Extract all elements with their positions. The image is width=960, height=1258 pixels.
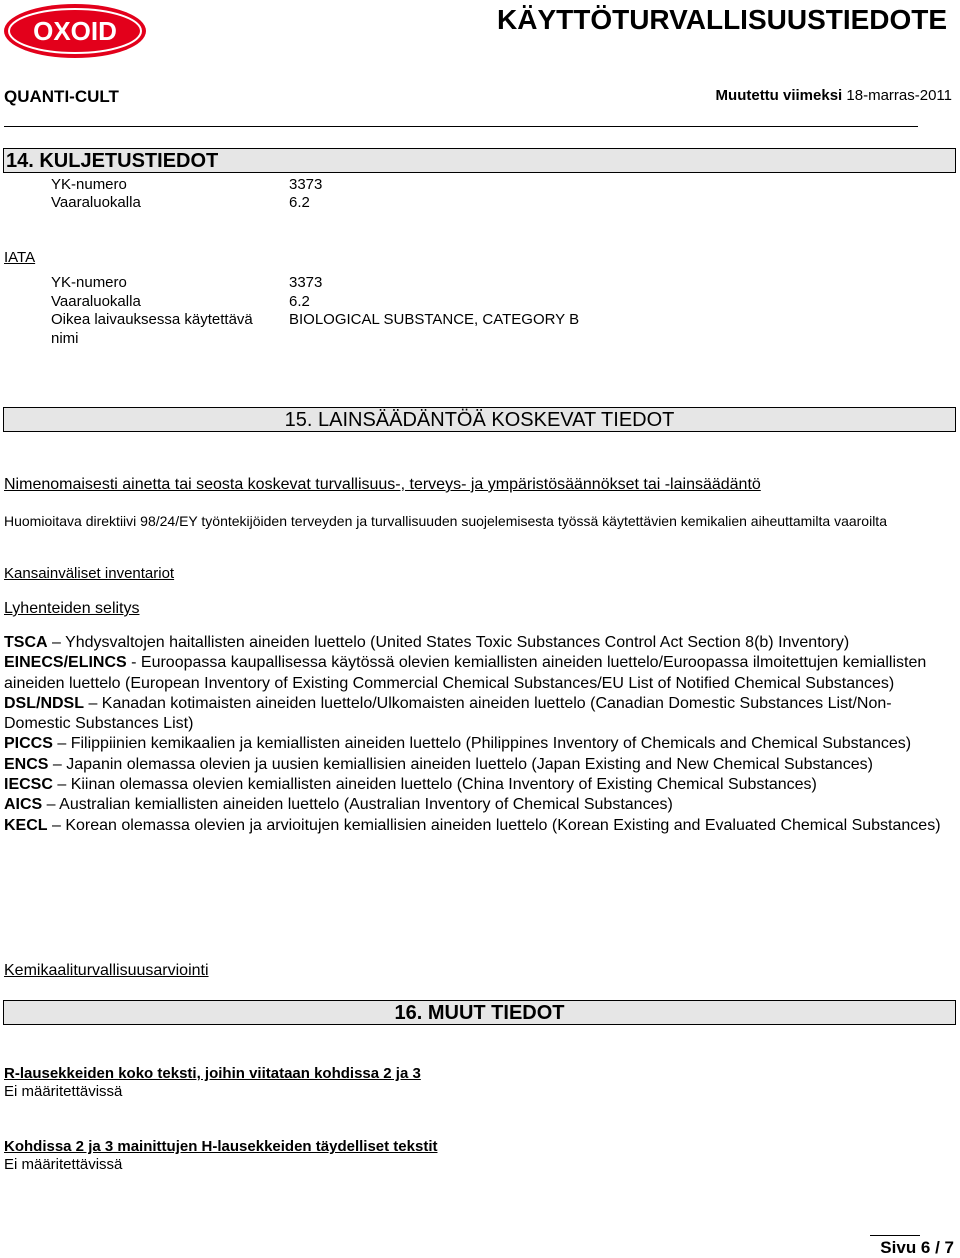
un-number-value: 3373 — [289, 176, 323, 193]
abbr-item: EINECS/ELINCS - Euroopassa kaupallisessa käytössä olevien kemiallisten aineiden luettelo/Euroopassa ilmoitettujen kemiallisten aineiden luettelo (European Inventory of Existing Commercial Chemical Substances/EU List of Notified Chemical Substances) — [4, 654, 927, 692]
un-number-label: YK-numero — [51, 176, 127, 193]
section-16-bar — [3, 1000, 956, 1025]
section-15-bar — [3, 407, 956, 432]
iata-shipping-name-value: BIOLOGICAL SUBSTANCE, CATEGORY B — [289, 311, 580, 328]
h-phrases-value: Ei määritettävissä — [4, 1156, 123, 1173]
directive-text: Huomioitava direktiivi 98/24/EY työntekijöiden terveyden ja turvallisuuden suojelemisesta työssä käytettävien kemikalien aiheuttamilta vaaroilta — [4, 513, 887, 529]
abbreviation-list — [4, 633, 954, 836]
iata-un-value: 3373 — [289, 274, 323, 291]
logo-text: OXOID — [33, 16, 117, 46]
h-phrases-heading: Kohdissa 2 ja 3 mainittujen H-lausekkeiden täydelliset tekstit — [4, 1138, 438, 1155]
abbr-item: IECSC – Kiinan olemassa olevien kemiallisten aineiden luettelo (China Inventory of Existing Chemical Substances) — [4, 776, 817, 794]
iata-shipping-name-label: Oikea laivauksessa käytettävä — [51, 311, 253, 328]
footer-divider — [870, 1235, 920, 1236]
hazard-class-label: Vaaraluokalla — [51, 194, 141, 211]
iata-un-label: YK-numero — [51, 274, 127, 291]
abbr-item: DSL/NDSL – Kanadan kotimaisten aineiden luettelo/Ulkomaisten aineiden luettelo (Canadian Domestic Substances List/Non-Domestic Substances List) — [4, 694, 892, 733]
abbr-item: TSCA – Yhdysvaltojen haitallisten aineiden luettelo (United States Toxic Substances Control Act Section 8(b) Inventory) — [4, 634, 850, 651]
revised-label: Muutettu viimeksi — [715, 87, 843, 104]
hazard-class-value: 6.2 — [289, 194, 310, 211]
abbr-item: AICS – Australian kemiallisten aineiden luettelo (Australian Inventory of Chemical Substances) — [4, 796, 673, 814]
iata-class-label: Vaaraluokalla — [51, 293, 141, 310]
iata-class-value: 6.2 — [289, 293, 310, 310]
revised-date: 18-marras-2011 — [846, 87, 952, 104]
page-number: Sivu 6 / 7 — [880, 1238, 954, 1257]
header-divider — [4, 126, 918, 127]
r-phrases-value: Ei määritettävissä — [4, 1083, 123, 1100]
product-name: QUANTI-CULT — [4, 87, 119, 106]
iata-heading: IATA — [4, 249, 36, 266]
section-15-title: 15. LAINSÄÄDÄNTÖÄ KOSKEVAT TIEDOT — [284, 409, 675, 431]
iata-shipping-name-label-cont: nimi — [51, 330, 79, 347]
section-14-bar — [3, 148, 956, 173]
chemical-safety-assessment-heading: Kemikaaliturvallisuusarviointi — [4, 962, 209, 979]
abbr-item: KECL – Korean olemassa olevien ja arvioitujen kemiallisien aineiden luettelo (Korean Existing and Evaluated Chemical Substances) — [4, 816, 941, 834]
abbreviations-heading: Lyhenteiden selitys — [4, 600, 140, 617]
document-title: KÄYTTÖTURVALLISUUSTIEDOTE — [497, 4, 948, 35]
international-inventories-heading: Kansainväliset inventariot — [4, 565, 175, 582]
section-14-title: 14. KULJETUSTIEDOT — [6, 150, 219, 172]
abbr-item: PICCS – Filippiinien kemikaalien ja kemiallisten aineiden luettelo (Philippines Inventory of Chemicals and Chemical Substances) — [4, 735, 912, 753]
section-16-title: 16. MUUT TIEDOT — [394, 1002, 565, 1024]
abbr-item: ENCS – Japanin olemassa olevien ja uusien kemiallisien aineiden luettelo (Japan Existing and New Chemical Substances) — [4, 755, 873, 773]
revision-info — [716, 87, 952, 104]
r-phrases-heading: R-lausekkeiden koko teksti, joihin viitataan kohdissa 2 ja 3 — [4, 1065, 421, 1082]
oxoid-logo — [3, 3, 147, 59]
regulations-subtitle: Nimenomaisesti ainetta tai seosta koskevat turvallisuus-, terveys- ja ympäristösäännökset tai -lainsäädäntö — [4, 476, 761, 493]
